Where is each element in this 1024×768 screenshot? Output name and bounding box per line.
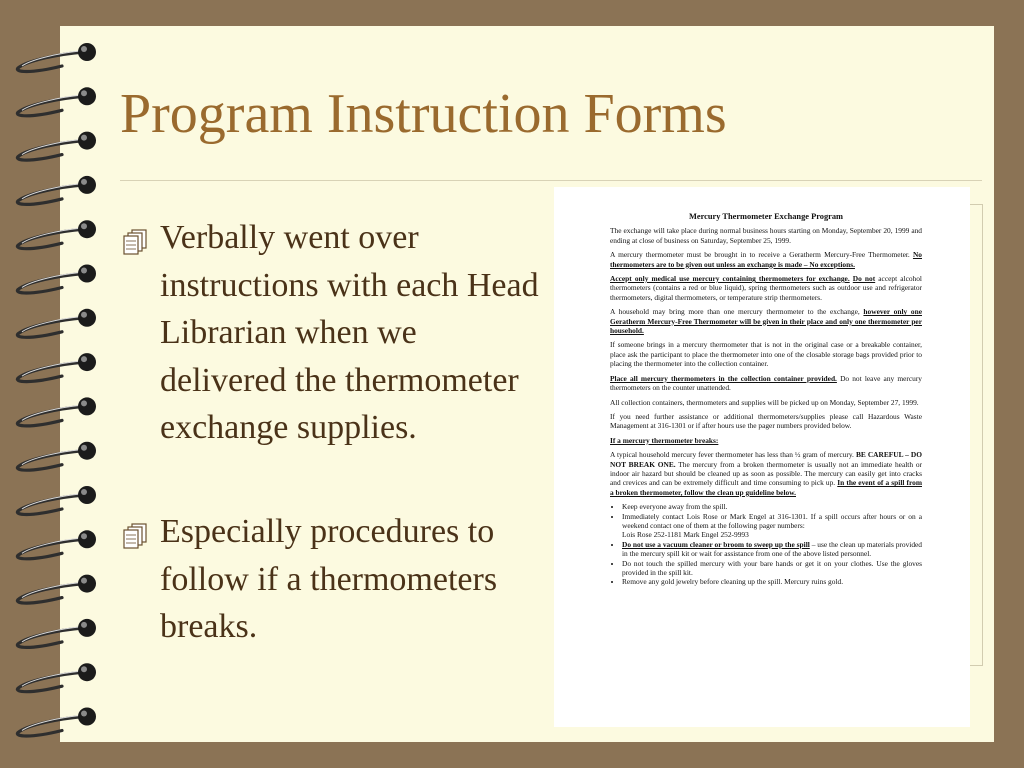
spiral-ring <box>17 265 96 294</box>
spiral-ring <box>17 663 96 692</box>
spiral-ring <box>17 353 96 382</box>
spiral-binding <box>0 0 110 768</box>
document-title: Mercury Thermometer Exchange Program <box>688 212 844 221</box>
slide-title: Program Instruction Forms <box>120 83 727 145</box>
spiral-ring <box>17 176 96 205</box>
doc-paragraph: A mercury thermometer must be brought in to receive a Geratherm Mercury-Free Thermometer. No thermometers are to be given out unless an exchange is made – No exceptions. <box>610 250 922 269</box>
spiral-ring <box>17 486 96 515</box>
bullet-text: Verbally went over instructions with each Head Librarian when we delivered the thermometer exchange supplies. <box>160 219 539 446</box>
doc-paragraph: Place all mercury thermometers in the collection container provided. Do not leave any mercury thermometers on the counter unattended. <box>610 373 922 393</box>
doc-paragraph: If someone brings in a mercury thermometer that is not in the original case or a breakable container, place ask the participant to place the thermometer into one of the closable storage bags provided prior to placing the thermometer into the collection container. <box>610 340 922 369</box>
doc-paragraph: A typical household mercury fever thermometer has less than ½ gram of mercury. BE CAREFUL – DO NOT BREAK ONE. The mercury from a broken thermometer is usually not an immediate health or indoor air hazard but should be cleaned up as soon as possible. The mercury can easily get into cracks and crevices and can be extremely difficult and time consuming to pick up. In the event of a spill from a broken thermometer, follow the clean up guideline below. <box>610 450 922 497</box>
document-frame-border <box>968 204 983 666</box>
spiral-ring <box>17 43 96 72</box>
doc-list-item: • Keep everyone away from the spill. <box>622 502 922 511</box>
spiral-ring <box>17 442 96 471</box>
spiral-ring <box>17 397 96 426</box>
bullet-item <box>122 214 542 452</box>
doc-paragraph: If you need further assistance or additional thermometers/supplies please call Hazardous Waste Management at 316-1301 or if after hours use the pager numbers provided below. <box>610 411 922 431</box>
spiral-ring <box>17 87 96 116</box>
doc-list <box>610 502 922 587</box>
doc-paragraph: A household may bring more than one mercury thermometer to the exchange, however only one Geratherm Mercury-Free Thermometer will be given in their place and only one thermometer per household. <box>610 307 922 336</box>
doc-list-item: • Remove any gold jewelry before cleaning up the spill. Mercury ruins gold. <box>622 577 922 586</box>
spiral-ring <box>17 132 96 161</box>
bullet-text: Especially procedures to follow if a thermometers breaks. <box>160 513 498 645</box>
spiral-ring <box>17 708 96 737</box>
spiral-ring <box>17 619 96 648</box>
doc-paragraph: All collection containers, thermometers and supplies will be picked up on Monday, September 27, 1999. <box>610 397 919 407</box>
doc-list-item: • Do not use a vacuum cleaner or broom to sweep up the spill – use the clean up materials provided in the mercury spill kit or wait for assistance from one of the above listed personnel. <box>622 540 922 559</box>
spiral-ring <box>17 309 96 338</box>
bullet-item <box>122 508 542 651</box>
notepad-icon <box>122 522 152 550</box>
doc-heading: If a mercury thermometer breaks: <box>610 435 719 445</box>
spiral-ring <box>17 530 96 559</box>
notepad-icon <box>122 228 152 256</box>
doc-paragraph: The exchange will take place during normal business hours starting on Monday, September 20, 1999 and ending at close of business on Saturday, September 25, 1999. <box>610 226 922 245</box>
doc-list-item: • Do not touch the spilled mercury with your bare hands or get it on your clothes. Use the gloves provided in the spill kit. <box>622 559 922 578</box>
spiral-ring <box>17 575 96 604</box>
spiral-ring <box>17 220 96 249</box>
doc-paragraph: Accept only medical use mercury containing thermometers for exchange. Do not accept alcohol thermometers (contains a red or blue liquid), spring thermometers such as outdoor use and refrigerator thermometers, digital thermometers, or temperature strip thermometers. <box>610 274 922 302</box>
title-divider <box>120 180 982 181</box>
document-text <box>610 212 922 587</box>
doc-list-item: • Immediately contact Lois Rose or Mark Engel at 316-1301. If a spill occurs after hours or on a weekend contact one of them at the following pager numbers: Lois Rose 252-1181 Mark Engel 252-9993 <box>622 512 922 540</box>
